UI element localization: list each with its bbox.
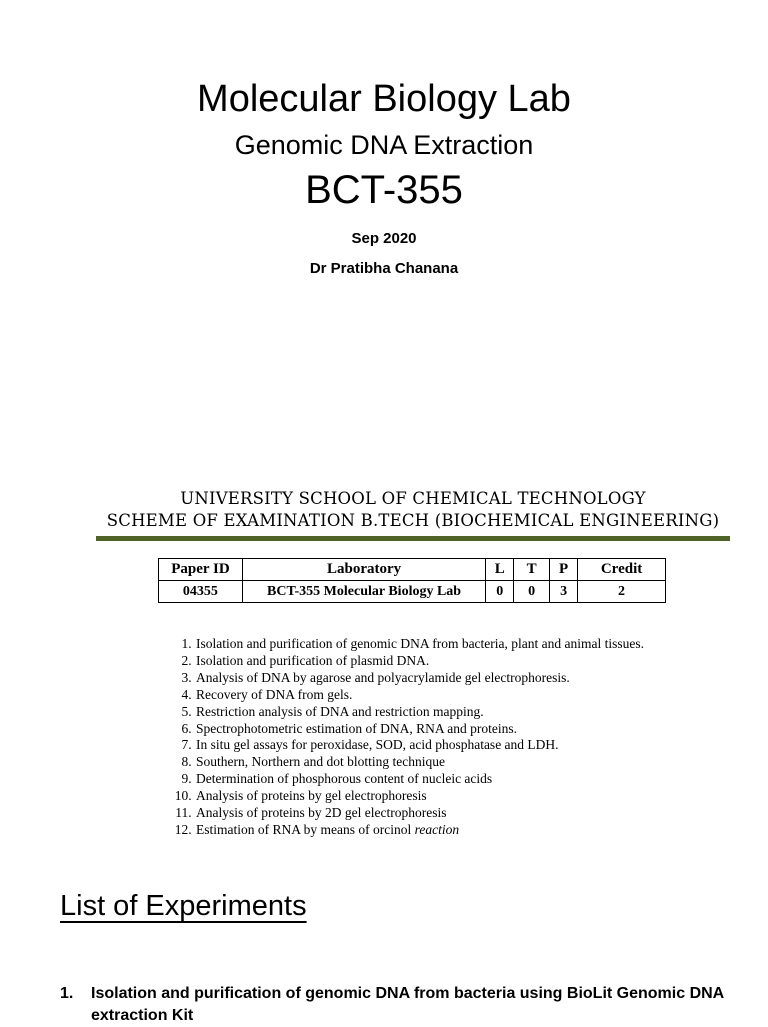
author-name: Dr Pratibha Chanana bbox=[309, 260, 459, 277]
col-header-paper-id: Paper ID bbox=[159, 559, 243, 581]
list-item bbox=[195, 822, 644, 839]
cell-paper-id: 04355 bbox=[159, 581, 243, 603]
cell-laboratory: BCT-355 Molecular Biology Lab bbox=[242, 581, 485, 603]
slide-title: Molecular Biology Lab bbox=[197, 78, 571, 120]
table-header-row bbox=[159, 559, 666, 581]
list-item-text: Estimation of RNA by means of orcinol bbox=[196, 821, 412, 837]
cell-l: 0 bbox=[486, 581, 514, 603]
list-item: 4. Recovery of DNA from gels. bbox=[195, 687, 644, 704]
list-item: 5. Restriction analysis of DNA and restriction mapping. bbox=[195, 704, 644, 721]
cell-credit: 2 bbox=[578, 581, 666, 603]
scheme-title: SCHEME OF EXAMINATION B.TECH (BIOCHEMICAL ENGINEERING) bbox=[106, 511, 720, 530]
university-name: UNIVERSITY SCHOOL OF CHEMICAL TECHNOLOGY bbox=[180, 489, 646, 508]
col-header-p: P bbox=[550, 559, 578, 581]
list-item: 10. Analysis of proteins by gel electrophoresis bbox=[195, 788, 644, 805]
experiments-heading: List of Experiments bbox=[60, 890, 307, 922]
list-item: 8. Southern, Northern and dot blotting technique bbox=[195, 754, 644, 771]
col-header-l: L bbox=[486, 559, 514, 581]
list-item: 11. Analysis of proteins by 2D gel electrophoresis bbox=[195, 805, 644, 822]
list-item: 7. In situ gel assays for peroxidase, SOD, acid phosphatase and LDH. bbox=[195, 737, 644, 754]
experiment-number: 1. bbox=[60, 985, 74, 1002]
list-item: 3. Analysis of DNA by agarose and polyacrylamide gel electrophoresis. bbox=[195, 670, 644, 687]
list-item: 6. Spectrophotometric estimation of DNA, RNA and proteins. bbox=[195, 721, 644, 738]
list-item: 2. Isolation and purification of plasmid DNA. bbox=[195, 653, 644, 670]
table-row bbox=[159, 581, 666, 603]
slide-subtitle: Genomic DNA Extraction bbox=[234, 130, 534, 160]
scheme-header bbox=[96, 488, 730, 541]
col-header-t: T bbox=[514, 559, 550, 581]
syllabus-list bbox=[176, 636, 644, 839]
col-header-laboratory: Laboratory bbox=[242, 559, 485, 581]
list-item-italic-word: reaction bbox=[414, 821, 460, 837]
experiment-item bbox=[60, 983, 740, 1027]
date-label: Sep 2020 bbox=[351, 230, 417, 247]
course-table bbox=[158, 558, 666, 603]
list-item: 1. Isolation and purification of genomic DNA from bacteria, plant and animal tissues. bbox=[195, 636, 644, 653]
cell-t: 0 bbox=[514, 581, 550, 603]
scheme-divider bbox=[96, 536, 730, 541]
experiment-text: Isolation and purification of genomic DNA from bacteria using BioLit Genomic DNA extraction Kit bbox=[91, 985, 724, 1024]
col-header-credit: Credit bbox=[578, 559, 666, 581]
cell-p: 3 bbox=[550, 581, 578, 603]
course-code: BCT-355 bbox=[305, 168, 463, 212]
list-item: 9. Determination of phosphorous content of nucleic acids bbox=[195, 771, 644, 788]
